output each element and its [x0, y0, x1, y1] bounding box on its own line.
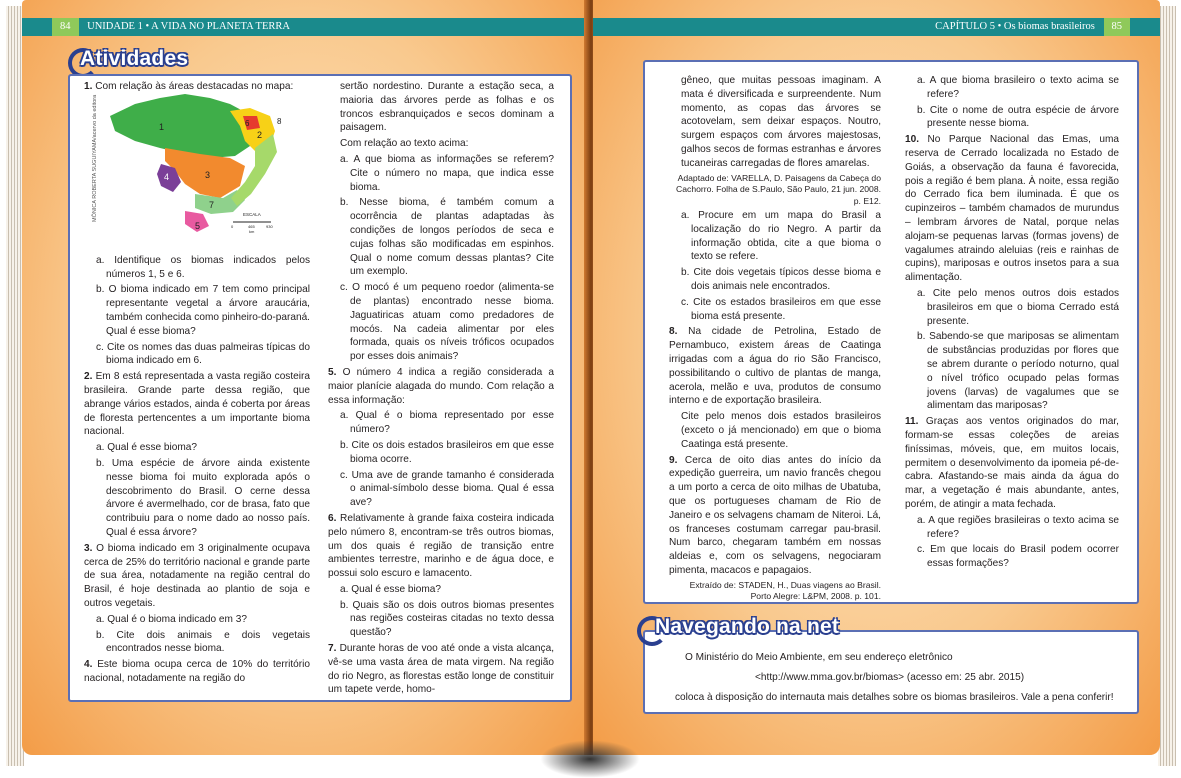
- question-text: Em 8 está representada a vasta região costeira brasileira. Grande parte dessa região, que abrange vários estados, ainda é coberta por áreas de floresta pertencentes a um importante bioma nacional.: [84, 371, 310, 438]
- left-column-1: [84, 80, 310, 688]
- question-number: 2.: [84, 371, 93, 383]
- sub-question-letter: b.: [340, 599, 349, 611]
- question-number: 1.: [84, 81, 93, 92]
- question-number: 6.: [328, 512, 337, 524]
- sub-question-letter: c.: [917, 544, 925, 556]
- paragraph: gêneo, que muitas pessoas imaginam. A mata é diversificada e surpreendente. Num momento, as copas das árvores se acotovelam, sem deixar espaços. Noutro, surgem espaços com árvores majestosas, galhos secos de formas estranhas e árvores tucaneiras carregadas de flores amarelas.: [681, 75, 881, 169]
- sub-question-text: Cite os nomes das duas palmeiras típicas do bioma indicado em 6.: [106, 341, 310, 367]
- map-scale-465: 465: [248, 224, 255, 229]
- chapter-title: CAPÍTULO 5 • Os biomas brasileiros: [935, 21, 1095, 32]
- question-number: 9.: [669, 454, 678, 466]
- left-page-number: 84: [52, 18, 79, 36]
- source-citation: Extraído de: STADEN, H., Duas viagens ao Brasil. Porto Alegre: L&PM, 2008. p. 101.: [689, 579, 881, 602]
- sub-question-item: [84, 254, 310, 282]
- sub-question-item: [84, 613, 310, 627]
- sub-question-item: [84, 341, 310, 369]
- sub-question-letter: a.: [340, 410, 349, 422]
- sub-question-letter: a.: [917, 514, 926, 526]
- sub-question-item: [84, 441, 310, 455]
- sub-question-item: [905, 287, 1119, 328]
- question-number: 4.: [84, 659, 93, 671]
- sub-question-item: [328, 153, 554, 194]
- sub-question-letter: a.: [340, 153, 349, 165]
- source-citation: Adaptado de: VARELLA, D. Paisagens da Cabeça do Cachorro. Folha de S.Paulo, São Paulo, 21 jun. 2008. p. E12.: [676, 172, 881, 206]
- sub-question-text: O mocó é um pequeno roedor (alimenta-se de plantas) encontrado nesse bioma. Jaguatiricas atuam como predadores de mocós. Na cadeia alimentar por eles formada, quais os níveis tróficos ocupados por esses dois animais?: [350, 282, 554, 363]
- sub-question-letter: a.: [681, 210, 690, 222]
- sub-question-item: [905, 330, 1119, 413]
- question-text: O número 4 indica a região considerada a maior planície alagada do mundo. Com relação a essa informação:: [328, 366, 554, 406]
- map-scale-0: 0: [231, 224, 234, 229]
- sub-question-text: Cite os estados brasileiros em que esse bioma está presente.: [691, 296, 881, 322]
- sub-question-item: [669, 209, 881, 264]
- unit-title: UNIDADE 1 • A VIDA NO PLANETA TERRA: [87, 21, 290, 32]
- sub-question-letter: c.: [681, 296, 689, 308]
- question-item: [669, 325, 881, 408]
- navegando-panel: [643, 630, 1139, 714]
- sub-question-item: [84, 457, 310, 540]
- map-label-7: 7: [209, 200, 215, 210]
- map-credit: MÔNICA ROBERTA SUGUIYAMA/acervo da editora: [92, 94, 98, 222]
- sub-question-text: A que regiões brasileiras o texto acima se refere?: [927, 514, 1119, 540]
- sub-question-text: Uma ave de grande tamanho é considerada o animal-símbolo desse bioma. Qual é essa ave?: [350, 469, 554, 509]
- question-number: 11.: [905, 416, 919, 428]
- sub-question-text: Cite o nome de outra espécie de árvore presente nesse bioma.: [927, 104, 1119, 130]
- sub-question-text: A que bioma brasileiro o texto acima se refere?: [927, 75, 1119, 100]
- question-item: [84, 542, 310, 611]
- right-page: [593, 0, 1160, 755]
- sub-question-item: [328, 599, 554, 640]
- sub-question-text: Qual é esse bioma?: [107, 442, 198, 454]
- right-header: [593, 18, 1160, 36]
- sub-question-item: [669, 266, 881, 294]
- question-number: 3.: [84, 542, 93, 554]
- question-text: Relativamente à grande faixa costeira indicada pelo número 8, encontram-se três outros biomas, um dos quais é região de transição entre ambientes terrestre, marinho e de água doce, e possui solo escuro e lamacento.: [328, 512, 554, 580]
- left-header: [22, 18, 588, 36]
- map-label-1: 1: [159, 122, 165, 132]
- sub-question-text: Qual é o bioma indicado em 3?: [107, 613, 247, 625]
- question-text: Com relação às áreas destacadas no mapa:: [95, 81, 294, 92]
- sub-question-item: [905, 104, 1119, 132]
- sub-question-item: [328, 583, 554, 597]
- sub-question-letter: a.: [96, 442, 105, 454]
- navegando-line-1: O Ministério do Meio Ambiente, em seu endereço eletrônico: [685, 652, 953, 663]
- question-item: [905, 133, 1119, 285]
- navegando-line-3: coloca à disposição do internauta mais detalhes sobre os biomas brasileiros. Vale a pena conferir!: [675, 692, 1114, 703]
- map-label-2: 2: [257, 130, 263, 140]
- sub-question-letter: b.: [917, 331, 926, 343]
- sub-question-item: [905, 543, 1119, 571]
- sub-question-item: [328, 409, 554, 437]
- map-label-3: 3: [205, 170, 211, 180]
- map-label-4: 4: [164, 172, 170, 182]
- activities-panel: [68, 74, 572, 702]
- right-column-1: [669, 74, 881, 605]
- sub-question-text: Qual é o bioma representado por esse número?: [350, 410, 554, 436]
- sub-question-text: Cite pelo menos outros dois estados brasileiros em que o bioma Cerrado está presente.: [927, 287, 1119, 327]
- question-item: [669, 454, 881, 578]
- sub-question-letter: a.: [96, 613, 105, 625]
- right-page-number: 85: [1104, 18, 1131, 36]
- section-title: Atividades: [80, 47, 189, 70]
- sub-question-text: O bioma indicado em 7 tem como principal representante vegetal a árvore araucária, também conhecida como pinheiro-do-paraná. Qual é esse bioma?: [106, 284, 311, 337]
- paragraph: Cite pelo menos dois estados brasileiros (exceto o já mencionado) em que o bioma Caatinga está presente.: [681, 411, 881, 450]
- question-item: [328, 366, 554, 407]
- paragraph: sertão nordestino. Durante a estação seca, a maioria das árvores perde as folhas e os troncos esbranquiçados e secos dominam a paisagem.: [340, 81, 554, 134]
- navegando-text: [675, 648, 1115, 708]
- sub-question-text: Nesse bioma, é também comum a ocorrência de plantas adaptadas às condições de longos períodos de seca e cujas folhas são modificadas em espinhos. Qual o nome comum dessas plantas? Cite um exemplo.: [350, 197, 554, 278]
- navegando-line-2[interactable]: <http://www.mma.gov.br/biomas> (acesso em: 25 abr. 2015): [755, 672, 1025, 683]
- question-number: 10.: [905, 134, 920, 146]
- sub-question-text: Cite dois animais e dois vegetais encontrados nesse bioma.: [106, 629, 310, 655]
- sub-question-letter: c.: [340, 282, 348, 294]
- question-text: Na cidade de Petrolina, Estado de Pernambuco, existem áreas de Caatinga irrigadas com a água do rio São Francisco, possibilitando o cultivo de plantas de manga, acerola, melão e uva, produtos de consumo interno e de exportação brasileira.: [669, 326, 881, 407]
- sub-question-text: Cite os dois estados brasileiros em que esse bioma ocorre.: [350, 439, 554, 465]
- sub-question-letter: a.: [340, 583, 349, 595]
- sub-question-text: Quais são os dois outros biomas presentes nas regiões costeiras citadas no texto dessa questão?: [350, 599, 554, 639]
- sub-question-item: [905, 74, 1119, 102]
- sub-question-item: [84, 629, 310, 657]
- question-text: Graças aos ventos originados do mar, formam-se essas coleções de areias finíssimas, móveis, que, em muitos locais, permitem o desenvolvimento da ipomeia pé-de-cabra. Afastando-se mais ainda da água do mar, a vegetação é mais abundante, antes, porém, de atingir a mata fechada.: [905, 416, 1119, 510]
- activities-panel-right: [643, 60, 1139, 604]
- navegando-title: Navegando na net: [655, 615, 840, 638]
- sub-question-text: Sabendo-se que mariposas se alimentam de substâncias produzidas por flores que se abrem durante o período noturno, qual o nível trófico ocupado pelas formas jovens (larvas) de vagalumes que se alimentam das mariposas?: [927, 331, 1119, 412]
- map-scale-unit: km: [249, 229, 255, 234]
- sub-question-letter: b.: [917, 104, 926, 116]
- sub-question-text: Uma espécie de árvore ainda existente nesse bioma foi muito explorada após o descobrimento do Brasil. O cerne dessa árvore é avermelhado, cor de brasa, fato que contribuiu para o nome dado ao nosso país. Qual é essa árvore?: [106, 457, 310, 538]
- question-number: 5.: [328, 366, 337, 378]
- sub-question-item: [669, 296, 881, 324]
- map-scale-930: 930: [266, 224, 273, 229]
- question-item: [328, 512, 554, 581]
- sub-question-letter: a.: [917, 75, 926, 86]
- right-page-edges: [1158, 6, 1176, 766]
- sub-question-letter: c.: [96, 341, 104, 353]
- book-bottom-shadow: [540, 740, 640, 778]
- question-text: Cerca de oito dias antes do início da expedição guerreira, um navio francês chegou a um porto a cerca de oito milhas de Ubatuba, que os portugueses chamam de Rio de Janeiro e os selvagens chamam de Niteroi. Lá, os franceses costumam carregar pau-brasil. Num barco, chegaram também em nossas aldeias e, com os selvagens, negociaram pimenta, macacos e papagaios.: [669, 454, 881, 576]
- sub-question-text: Cite dois vegetais típicos desse bioma e dois animais nele encontrados.: [691, 267, 881, 293]
- question-item: [328, 642, 554, 697]
- sub-question-letter: b.: [96, 284, 105, 296]
- question-item: [905, 415, 1119, 512]
- sub-question-item: [328, 469, 554, 510]
- sub-question-letter: a.: [917, 287, 926, 299]
- sub-question-letter: b.: [681, 267, 690, 279]
- sub-question-item: [328, 196, 554, 279]
- question-text: O bioma indicado em 3 originalmente ocupava cerca de 25% do território nacional e grande parte de sua área, notadamente na região central do Brasil, é hoje destinada ao plantio de soja e outros vegetais.: [84, 542, 310, 609]
- sub-question-letter: b.: [96, 457, 105, 469]
- map-label-5: 5: [195, 221, 201, 231]
- left-page: [22, 0, 588, 755]
- sub-question-item: [905, 514, 1119, 542]
- left-column-2: [328, 80, 554, 699]
- question-item: [84, 658, 310, 686]
- sub-question-item: [84, 283, 310, 338]
- sub-question-text: Identifique os biomas indicados pelos números 1, 5 e 6.: [106, 254, 310, 280]
- question-number: 8.: [669, 326, 678, 338]
- sub-question-item: [328, 439, 554, 467]
- question-text: No Parque Nacional das Emas, uma reserva de Cerrado localizada no Estado de Goiás, a observação da fauna é favorecida, pois a região é bem plana. À noite, essa região do Cerrado fica bem iluminada. É que os cupinzeiros – também chamados de murundus – lembram árvores de Natal, porque nelas alojam-se pequenas larvas (formas jovens) de vagalumes atraindo aleluias (reis e rainhas de cupins), mariposas e outros insetos para a sua alimentação.: [905, 134, 1119, 284]
- question-item: [84, 80, 310, 94]
- sub-question-letter: b.: [96, 629, 105, 641]
- question-text: Durante horas de voo até onde a vista alcança, vê-se uma vasta área de mata virgem. Na região do rio Negro, as florestas estão longe de constituir um tapete verde, homo-: [328, 643, 554, 696]
- map-scale-label: ESCALA: [243, 212, 261, 217]
- sub-question-letter: b.: [340, 439, 349, 451]
- question-text: Este bioma ocupa cerca de 10% do território nacional, notadamente na região do: [84, 659, 310, 684]
- sub-question-text: Em que locais do Brasil podem ocorrer essas formações?: [927, 544, 1119, 570]
- sub-question-letter: a.: [96, 254, 105, 266]
- map-label-6: 6: [245, 119, 250, 128]
- sub-question-item: [328, 281, 554, 364]
- sub-question-text: Procure em um mapa do Brasil a localização do rio Negro. A partir da informação obtida, cite a que bioma o texto se refere.: [691, 210, 881, 263]
- right-column-2: [905, 74, 1119, 573]
- map-label-8: 8: [277, 117, 282, 126]
- question-number: 7.: [328, 643, 337, 655]
- sub-question-text: A que bioma as informações se referem? Cite o número no mapa, que indica esse bioma.: [350, 153, 555, 193]
- sub-question-text: Qual é esse bioma?: [351, 583, 442, 595]
- paragraph: Com relação ao texto acima:: [340, 138, 469, 150]
- question-item: [84, 370, 310, 439]
- sub-question-letter: b.: [340, 197, 349, 209]
- sub-question-letter: c.: [340, 469, 348, 481]
